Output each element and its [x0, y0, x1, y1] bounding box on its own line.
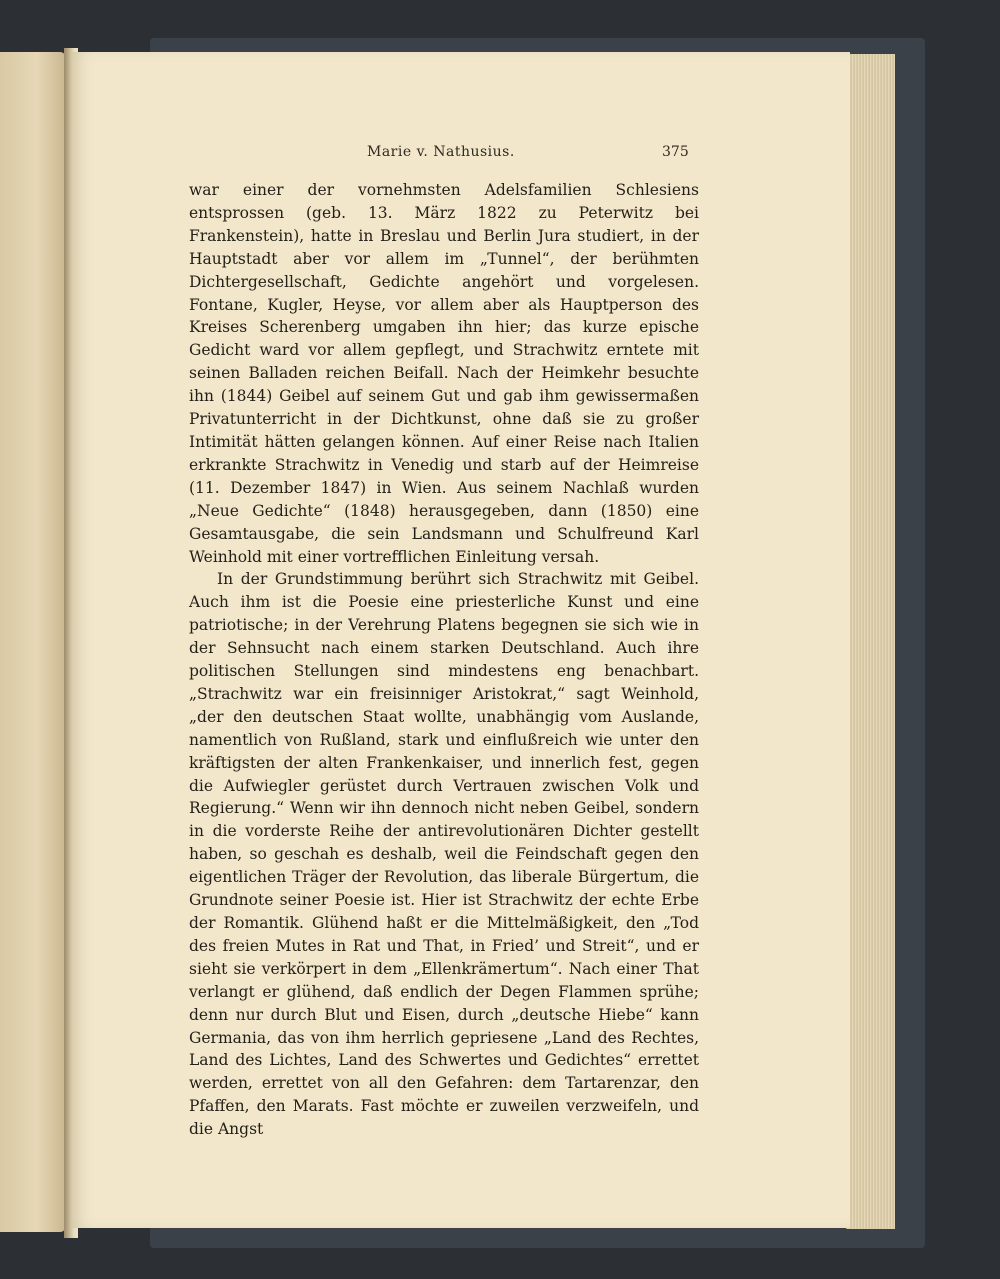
body-text [189, 179, 699, 1141]
book-page [72, 52, 850, 1228]
paragraph: In der Grundstimmung berührt sich Strachwitz mit Geibel. Auch ihm ist die Poesie eine priesterliche Kunst und eine patriotische; in der Verehrung Platens begegnen sie sich wie in der Sehnsucht nach einem starken Deutschland. Auch ihre politischen Stellungen sind mindestens eng benachbart. „Strachwitz war ein freisinniger Aristokrat,“ sagt Weinhold, „der den deutschen Staat wollte, unabhängig vom Auslande, namentlich von Rußland, stark und einflußreich wie unter den kräftigsten der alten Frankenkaiser, und innerlich fest, gegen die Aufwiegler gerüstet durch Vertrauen zwischen Volk und Regierung.“ Wenn wir ihn dennoch nicht neben Geibel, sondern in die vorderste Reihe der antirevolutionären Dichter gestellt haben, so geschah es deshalb, weil die Feindschaft gegen den eigentlichen Träger der Revolution, das liberale Bürgertum, die Grundnote seiner Poesie ist. Hier ist Strachwitz der echte Erbe der Romantik. Glühend haßt er die Mittelmäßigkeit, den „Tod des freien Mutes in Rat und That, in Fried’ und Streit“, und er sieht sie verkörpert in dem „Ellenkrämertum“. Nach einer That verlangt er glühend, daß endlich der Degen Flammen sprühe; denn nur durch Blut und Eisen, durch „deutsche Hiebe“ kann Germania, das von ihm herrlich gepriesene „Land des Rechtes, Land des Lichtes, Land des Schwertes und Gedichtes“ errettet werden, errettet von all den Gefahren: dem Tartarenzar, den Pfaffen, den Marats. Fast möchte er zuweilen verzweifeln, und die Angst [189, 570, 699, 1139]
page-header [72, 144, 850, 164]
page-number: 375 [662, 144, 689, 160]
running-title: Marie v. Nathusius. [367, 144, 515, 160]
page-edges [846, 54, 895, 1229]
left-page-edge [0, 52, 66, 1232]
paragraph: war einer der vornehmsten Adelsfamilien Schlesiens entsprossen (geb. 13. März 1822 zu Peterwitz bei Frankenstein), hatte in Breslau und Berlin Jura studiert, in der Hauptstadt aber vor allem im „Tunnel“, der berühmten Dichtergesellschaft, Gedichte angehört und vorgelesen. Fontane, Kugler, Heyse, vor allem aber als Hauptperson des Kreises Scherenberg umgaben ihn hier; das kurze epische Gedicht ward vor allem gepflegt, und Strachwitz erntete mit seinen Balladen reichen Beifall. Nach der Heimkehr besuchte ihn (1844) Geibel auf seinem Gut und gab ihm gewissermaßen Privatunterricht in der Dichtkunst, ohne daß sie zu großer Intimität hätten gelangen können. Auf einer Reise nach Italien erkrankte Strachwitz in Venedig und starb auf der Heimreise (11. Dezember 1847) in Wien. Aus seinem Nachlaß wurden „Neue Gedichte“ (1848) herausgegeben, dann (1850) eine Gesamtausgabe, die sein Landsmann und Schulfreund Karl Weinhold mit einer vortrefflichen Einleitung versah. [189, 181, 699, 566]
